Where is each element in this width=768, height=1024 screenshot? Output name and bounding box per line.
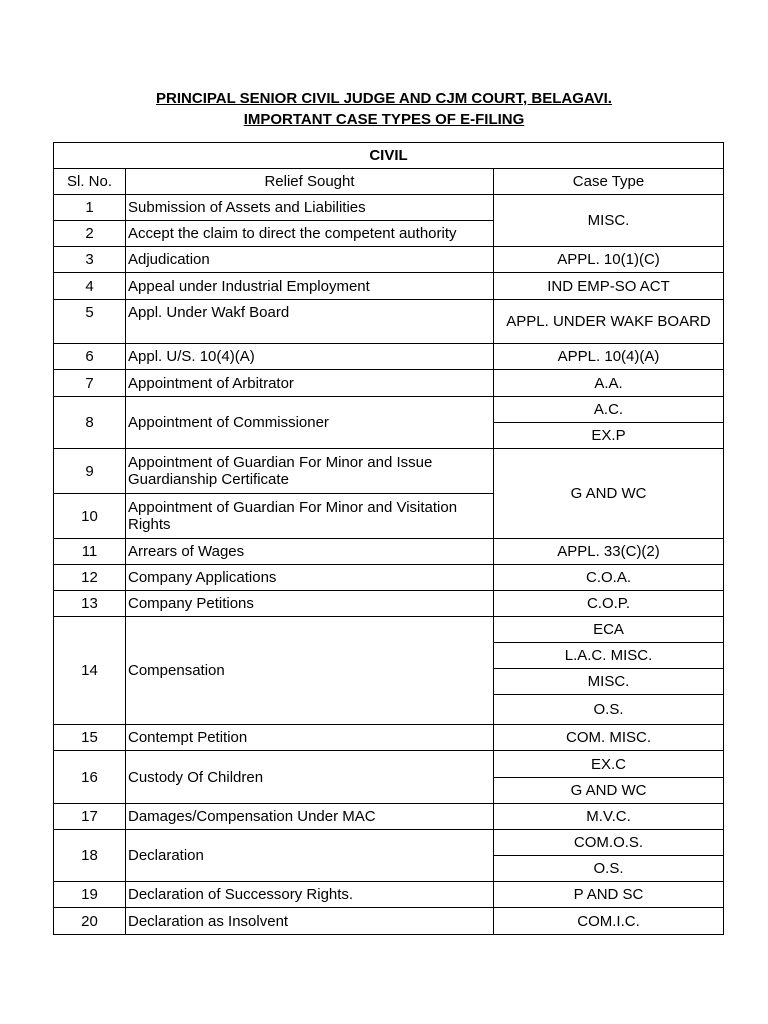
sl-no: 4 — [54, 273, 126, 300]
relief-sought: Custody Of Children — [126, 751, 494, 804]
sl-no: 12 — [54, 565, 126, 591]
case-type: O.S. — [494, 856, 724, 882]
relief-sought: Appointment of Guardian For Minor and Visitation Rights — [126, 494, 494, 539]
document-title: IMPORTANT CASE TYPES OF E-FILING — [243, 111, 525, 128]
sl-no: 8 — [54, 397, 126, 449]
sl-no: 17 — [54, 804, 126, 830]
sl-no: 16 — [54, 751, 126, 804]
relief-sought: Contempt Petition — [126, 725, 494, 751]
relief-sought: Company Petitions — [126, 591, 494, 617]
table-row — [54, 300, 724, 344]
sl-no: 13 — [54, 591, 126, 617]
table-row — [54, 725, 724, 751]
case-types-table — [53, 142, 724, 935]
header-row — [54, 169, 724, 195]
relief-sought: Appl. Under Wakf Board — [126, 300, 494, 344]
table-row — [54, 195, 724, 221]
sl-no: 19 — [54, 882, 126, 908]
case-type: APPL. 10(4)(A) — [494, 344, 724, 370]
case-type: M.V.C. — [494, 804, 724, 830]
table-row — [54, 344, 724, 370]
case-type: IND EMP-SO ACT — [494, 273, 724, 300]
relief-sought: Company Applications — [126, 565, 494, 591]
case-type: EX.P — [494, 423, 724, 449]
relief-sought: Appointment of Arbitrator — [126, 370, 494, 397]
table-row — [54, 591, 724, 617]
case-type: COM.I.C. — [494, 908, 724, 935]
case-type: O.S. — [494, 695, 724, 725]
relief-sought: Declaration as Insolvent — [126, 908, 494, 935]
case-type: C.O.P. — [494, 591, 724, 617]
section-row — [54, 143, 724, 169]
case-type: MISC. — [494, 195, 724, 247]
relief-sought: Declaration — [126, 830, 494, 882]
case-type: A.A. — [494, 370, 724, 397]
table-row — [54, 882, 724, 908]
case-type: MISC. — [494, 669, 724, 695]
relief-sought: Damages/Compensation Under MAC — [126, 804, 494, 830]
case-type: L.A.C. MISC. — [494, 643, 724, 669]
case-type: EX.C — [494, 751, 724, 778]
relief-sought: Compensation — [126, 617, 494, 725]
relief-sought: Appeal under Industrial Employment — [126, 273, 494, 300]
sl-no: 2 — [54, 221, 126, 247]
header-case-type: Case Type — [494, 169, 724, 195]
table-row — [54, 565, 724, 591]
sl-no: 7 — [54, 370, 126, 397]
case-type: C.O.A. — [494, 565, 724, 591]
relief-sought: Adjudication — [126, 247, 494, 273]
case-type: G AND WC — [494, 449, 724, 539]
table-row — [54, 617, 724, 643]
table-row — [54, 804, 724, 830]
sl-no: 15 — [54, 725, 126, 751]
court-title: PRINCIPAL SENIOR CIVIL JUDGE AND CJM COURT, BELAGAVI. — [156, 90, 612, 107]
sl-no: 9 — [54, 449, 126, 494]
relief-sought: Accept the claim to direct the competent authority — [126, 221, 494, 247]
case-type: P AND SC — [494, 882, 724, 908]
table-row — [54, 397, 724, 423]
section-civil: CIVIL — [54, 143, 724, 169]
case-type: ECA — [494, 617, 724, 643]
sl-no: 3 — [54, 247, 126, 273]
table-row — [54, 539, 724, 565]
sl-no: 6 — [54, 344, 126, 370]
sl-no: 1 — [54, 195, 126, 221]
case-type: A.C. — [494, 397, 724, 423]
relief-sought: Appointment of Commissioner — [126, 397, 494, 449]
table-row — [54, 751, 724, 778]
sl-no: 10 — [54, 494, 126, 539]
table-row — [54, 247, 724, 273]
table-row — [54, 370, 724, 397]
sl-no: 18 — [54, 830, 126, 882]
case-type: APPL. UNDER WAKF BOARD — [494, 300, 724, 344]
sl-no: 20 — [54, 908, 126, 935]
case-type: APPL. 33(C)(2) — [494, 539, 724, 565]
sl-no: 5 — [54, 300, 126, 344]
relief-sought: Submission of Assets and Liabilities — [126, 195, 494, 221]
table-row — [54, 830, 724, 856]
table-row — [54, 449, 724, 494]
relief-sought: Arrears of Wages — [126, 539, 494, 565]
relief-sought: Appl. U/S. 10(4)(A) — [126, 344, 494, 370]
header-relief-sought: Relief Sought — [126, 169, 494, 195]
relief-sought: Appointment of Guardian For Minor and Issue Guardianship Certificate — [126, 449, 494, 494]
sl-no: 11 — [54, 539, 126, 565]
table-row — [54, 908, 724, 935]
case-type: COM.O.S. — [494, 830, 724, 856]
case-type: G AND WC — [494, 778, 724, 804]
case-type: APPL. 10(1)(C) — [494, 247, 724, 273]
relief-sought: Declaration of Successory Rights. — [126, 882, 494, 908]
header-sl-no: Sl. No. — [54, 169, 126, 195]
case-type: COM. MISC. — [494, 725, 724, 751]
sl-no: 14 — [54, 617, 126, 725]
document-header — [0, 88, 768, 130]
table-row — [54, 273, 724, 300]
